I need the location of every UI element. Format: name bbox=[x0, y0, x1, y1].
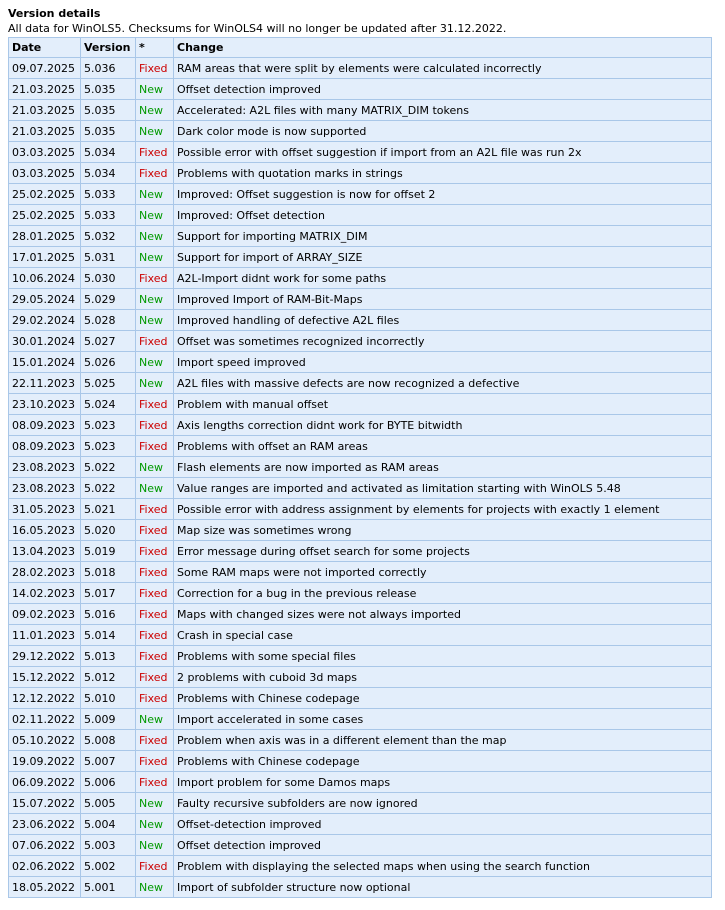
table-row bbox=[9, 478, 712, 499]
cell-version: 5.003 bbox=[81, 835, 136, 856]
table-row bbox=[9, 205, 712, 226]
cell-change: Flash elements are now imported as RAM areas bbox=[174, 457, 712, 478]
cell-status: New bbox=[136, 289, 174, 310]
cell-date: 14.02.2023 bbox=[9, 583, 81, 604]
cell-status: Fixed bbox=[136, 583, 174, 604]
cell-date: 09.02.2023 bbox=[9, 604, 81, 625]
cell-status: New bbox=[136, 184, 174, 205]
cell-change: Improved Import of RAM-Bit-Maps bbox=[174, 289, 712, 310]
cell-version: 5.010 bbox=[81, 688, 136, 709]
cell-version: 5.019 bbox=[81, 541, 136, 562]
cell-date: 02.11.2022 bbox=[9, 709, 81, 730]
table-row bbox=[9, 457, 712, 478]
table-row bbox=[9, 436, 712, 457]
header-version: Version bbox=[81, 38, 136, 58]
cell-version: 5.023 bbox=[81, 436, 136, 457]
cell-version: 5.023 bbox=[81, 415, 136, 436]
table-row bbox=[9, 121, 712, 142]
cell-version: 5.022 bbox=[81, 478, 136, 499]
cell-date: 29.12.2022 bbox=[9, 646, 81, 667]
cell-status: New bbox=[136, 352, 174, 373]
cell-change: A2L-Import didnt work for some paths bbox=[174, 268, 712, 289]
cell-status: Fixed bbox=[136, 142, 174, 163]
table-row bbox=[9, 331, 712, 352]
cell-change: Improved: Offset detection bbox=[174, 205, 712, 226]
cell-version: 5.036 bbox=[81, 58, 136, 79]
cell-version: 5.002 bbox=[81, 856, 136, 877]
table-row bbox=[9, 100, 712, 121]
cell-date: 09.07.2025 bbox=[9, 58, 81, 79]
cell-change: Axis lengths correction didnt work for BYTE bitwidth bbox=[174, 415, 712, 436]
cell-change: Problems with offset an RAM areas bbox=[174, 436, 712, 457]
cell-change: Crash in special case bbox=[174, 625, 712, 646]
cell-change: A2L files with massive defects are now recognized a defective bbox=[174, 373, 712, 394]
cell-change: Offset-detection improved bbox=[174, 814, 712, 835]
cell-version: 5.013 bbox=[81, 646, 136, 667]
cell-version: 5.024 bbox=[81, 394, 136, 415]
table-row bbox=[9, 142, 712, 163]
table-row bbox=[9, 856, 712, 877]
cell-change: Problems with quotation marks in strings bbox=[174, 163, 712, 184]
cell-status: Fixed bbox=[136, 688, 174, 709]
cell-version: 5.033 bbox=[81, 205, 136, 226]
cell-date: 23.08.2023 bbox=[9, 457, 81, 478]
table-row bbox=[9, 709, 712, 730]
cell-status: New bbox=[136, 226, 174, 247]
cell-date: 28.01.2025 bbox=[9, 226, 81, 247]
cell-change: Import speed improved bbox=[174, 352, 712, 373]
cell-version: 5.027 bbox=[81, 331, 136, 352]
cell-status: Fixed bbox=[136, 541, 174, 562]
header-change: Change bbox=[174, 38, 712, 58]
cell-change: RAM areas that were split by elements were calculated incorrectly bbox=[174, 58, 712, 79]
cell-date: 30.01.2024 bbox=[9, 331, 81, 352]
table-row bbox=[9, 373, 712, 394]
table-row bbox=[9, 415, 712, 436]
table-body bbox=[9, 58, 712, 898]
cell-date: 31.05.2023 bbox=[9, 499, 81, 520]
cell-version: 5.034 bbox=[81, 142, 136, 163]
cell-date: 10.06.2024 bbox=[9, 268, 81, 289]
cell-date: 22.11.2023 bbox=[9, 373, 81, 394]
cell-status: New bbox=[136, 814, 174, 835]
cell-status: New bbox=[136, 205, 174, 226]
cell-date: 13.04.2023 bbox=[9, 541, 81, 562]
cell-date: 23.10.2023 bbox=[9, 394, 81, 415]
cell-status: Fixed bbox=[136, 268, 174, 289]
cell-change: Map size was sometimes wrong bbox=[174, 520, 712, 541]
cell-date: 05.10.2022 bbox=[9, 730, 81, 751]
cell-date: 28.02.2023 bbox=[9, 562, 81, 583]
cell-version: 5.008 bbox=[81, 730, 136, 751]
table-row bbox=[9, 184, 712, 205]
cell-version: 5.028 bbox=[81, 310, 136, 331]
cell-date: 03.03.2025 bbox=[9, 163, 81, 184]
cell-status: New bbox=[136, 79, 174, 100]
cell-version: 5.032 bbox=[81, 226, 136, 247]
cell-date: 12.12.2022 bbox=[9, 688, 81, 709]
table-row bbox=[9, 877, 712, 898]
cell-date: 29.02.2024 bbox=[9, 310, 81, 331]
cell-date: 08.09.2023 bbox=[9, 415, 81, 436]
table-row bbox=[9, 310, 712, 331]
cell-status: New bbox=[136, 100, 174, 121]
table-row bbox=[9, 268, 712, 289]
cell-date: 15.01.2024 bbox=[9, 352, 81, 373]
table-row bbox=[9, 541, 712, 562]
cell-date: 11.01.2023 bbox=[9, 625, 81, 646]
cell-version: 5.035 bbox=[81, 100, 136, 121]
cell-date: 23.06.2022 bbox=[9, 814, 81, 835]
cell-date: 23.08.2023 bbox=[9, 478, 81, 499]
cell-version: 5.029 bbox=[81, 289, 136, 310]
cell-status: Fixed bbox=[136, 625, 174, 646]
cell-status: New bbox=[136, 478, 174, 499]
table-row bbox=[9, 667, 712, 688]
table-row bbox=[9, 58, 712, 79]
table-row bbox=[9, 163, 712, 184]
cell-date: 25.02.2025 bbox=[9, 205, 81, 226]
cell-change: Support for importing MATRIX_DIM bbox=[174, 226, 712, 247]
cell-change: Problem when axis was in a different element than the map bbox=[174, 730, 712, 751]
cell-status: New bbox=[136, 310, 174, 331]
cell-change: Problems with Chinese codepage bbox=[174, 751, 712, 772]
cell-version: 5.004 bbox=[81, 814, 136, 835]
cell-date: 15.12.2022 bbox=[9, 667, 81, 688]
cell-change: Offset detection improved bbox=[174, 835, 712, 856]
cell-version: 5.014 bbox=[81, 625, 136, 646]
table-row bbox=[9, 772, 712, 793]
cell-date: 02.06.2022 bbox=[9, 856, 81, 877]
cell-change: Support for import of ARRAY_SIZE bbox=[174, 247, 712, 268]
cell-version: 5.022 bbox=[81, 457, 136, 478]
table-row bbox=[9, 247, 712, 268]
cell-status: New bbox=[136, 121, 174, 142]
cell-status: New bbox=[136, 373, 174, 394]
cell-version: 5.026 bbox=[81, 352, 136, 373]
cell-status: Fixed bbox=[136, 394, 174, 415]
cell-status: Fixed bbox=[136, 772, 174, 793]
cell-version: 5.020 bbox=[81, 520, 136, 541]
cell-status: Fixed bbox=[136, 331, 174, 352]
cell-change: Problems with some special files bbox=[174, 646, 712, 667]
cell-status: Fixed bbox=[136, 436, 174, 457]
section-subtitle: All data for WinOLS5. Checksums for WinOLS4 will no longer be updated after 31.12.2022. bbox=[8, 22, 507, 35]
table-row bbox=[9, 646, 712, 667]
cell-change: Import problem for some Damos maps bbox=[174, 772, 712, 793]
cell-status: Fixed bbox=[136, 604, 174, 625]
cell-date: 03.03.2025 bbox=[9, 142, 81, 163]
cell-version: 5.035 bbox=[81, 79, 136, 100]
cell-change: Maps with changed sizes were not always imported bbox=[174, 604, 712, 625]
cell-date: 08.09.2023 bbox=[9, 436, 81, 457]
table-row bbox=[9, 688, 712, 709]
cell-version: 5.009 bbox=[81, 709, 136, 730]
cell-date: 15.07.2022 bbox=[9, 793, 81, 814]
cell-change: Possible error with offset suggestion if import from an A2L file was run 2x bbox=[174, 142, 712, 163]
cell-status: Fixed bbox=[136, 751, 174, 772]
cell-status: Fixed bbox=[136, 415, 174, 436]
version-table bbox=[8, 37, 712, 898]
cell-change: 2 problems with cuboid 3d maps bbox=[174, 667, 712, 688]
cell-version: 5.012 bbox=[81, 667, 136, 688]
section-title: Version details bbox=[8, 7, 101, 20]
cell-status: Fixed bbox=[136, 58, 174, 79]
cell-date: 07.06.2022 bbox=[9, 835, 81, 856]
cell-change: Offset detection improved bbox=[174, 79, 712, 100]
cell-status: New bbox=[136, 247, 174, 268]
cell-status: Fixed bbox=[136, 562, 174, 583]
cell-status: New bbox=[136, 709, 174, 730]
cell-version: 5.007 bbox=[81, 751, 136, 772]
cell-change: Import accelerated in some cases bbox=[174, 709, 712, 730]
table-row bbox=[9, 352, 712, 373]
cell-change: Some RAM maps were not imported correctly bbox=[174, 562, 712, 583]
cell-version: 5.016 bbox=[81, 604, 136, 625]
cell-version: 5.021 bbox=[81, 499, 136, 520]
cell-version: 5.005 bbox=[81, 793, 136, 814]
cell-date: 21.03.2025 bbox=[9, 100, 81, 121]
cell-change: Value ranges are imported and activated as limitation starting with WinOLS 5.48 bbox=[174, 478, 712, 499]
cell-status: Fixed bbox=[136, 499, 174, 520]
cell-version: 5.031 bbox=[81, 247, 136, 268]
cell-version: 5.034 bbox=[81, 163, 136, 184]
cell-status: Fixed bbox=[136, 520, 174, 541]
table-row bbox=[9, 814, 712, 835]
table-row bbox=[9, 583, 712, 604]
table-row bbox=[9, 604, 712, 625]
table-row bbox=[9, 793, 712, 814]
table-row bbox=[9, 625, 712, 646]
cell-date: 17.01.2025 bbox=[9, 247, 81, 268]
cell-change: Offset was sometimes recognized incorrectly bbox=[174, 331, 712, 352]
table-row bbox=[9, 394, 712, 415]
cell-change: Correction for a bug in the previous release bbox=[174, 583, 712, 604]
table-row bbox=[9, 499, 712, 520]
cell-version: 5.030 bbox=[81, 268, 136, 289]
table-header-row bbox=[9, 38, 712, 58]
cell-version: 5.001 bbox=[81, 877, 136, 898]
cell-status: New bbox=[136, 457, 174, 478]
cell-change: Faulty recursive subfolders are now ignored bbox=[174, 793, 712, 814]
cell-status: Fixed bbox=[136, 667, 174, 688]
table-row bbox=[9, 562, 712, 583]
cell-status: Fixed bbox=[136, 163, 174, 184]
cell-status: New bbox=[136, 793, 174, 814]
cell-version: 5.018 bbox=[81, 562, 136, 583]
cell-change: Dark color mode is now supported bbox=[174, 121, 712, 142]
cell-date: 21.03.2025 bbox=[9, 79, 81, 100]
cell-status: New bbox=[136, 877, 174, 898]
table-row bbox=[9, 520, 712, 541]
cell-date: 21.03.2025 bbox=[9, 121, 81, 142]
table-row bbox=[9, 751, 712, 772]
cell-status: Fixed bbox=[136, 646, 174, 667]
table-row bbox=[9, 730, 712, 751]
cell-date: 18.05.2022 bbox=[9, 877, 81, 898]
cell-version: 5.033 bbox=[81, 184, 136, 205]
cell-date: 29.05.2024 bbox=[9, 289, 81, 310]
header-status: * bbox=[136, 38, 174, 58]
cell-change: Accelerated: A2L files with many MATRIX_DIM tokens bbox=[174, 100, 712, 121]
cell-version: 5.006 bbox=[81, 772, 136, 793]
cell-status: Fixed bbox=[136, 730, 174, 751]
cell-change: Problem with manual offset bbox=[174, 394, 712, 415]
cell-version: 5.025 bbox=[81, 373, 136, 394]
cell-change: Error message during offset search for some projects bbox=[174, 541, 712, 562]
cell-status: Fixed bbox=[136, 856, 174, 877]
cell-change: Problem with displaying the selected maps when using the search function bbox=[174, 856, 712, 877]
cell-change: Improved: Offset suggestion is now for offset 2 bbox=[174, 184, 712, 205]
cell-version: 5.017 bbox=[81, 583, 136, 604]
table-row bbox=[9, 835, 712, 856]
cell-change: Import of subfolder structure now optional bbox=[174, 877, 712, 898]
table-row bbox=[9, 226, 712, 247]
cell-change: Improved handling of defective A2L files bbox=[174, 310, 712, 331]
cell-date: 19.09.2022 bbox=[9, 751, 81, 772]
cell-date: 16.05.2023 bbox=[9, 520, 81, 541]
cell-change: Possible error with address assignment by elements for projects with exactly 1 element bbox=[174, 499, 712, 520]
cell-date: 06.09.2022 bbox=[9, 772, 81, 793]
cell-status: New bbox=[136, 835, 174, 856]
cell-date: 25.02.2025 bbox=[9, 184, 81, 205]
table-row bbox=[9, 79, 712, 100]
header-date: Date bbox=[9, 38, 81, 58]
table-row bbox=[9, 289, 712, 310]
cell-change: Problems with Chinese codepage bbox=[174, 688, 712, 709]
cell-version: 5.035 bbox=[81, 121, 136, 142]
